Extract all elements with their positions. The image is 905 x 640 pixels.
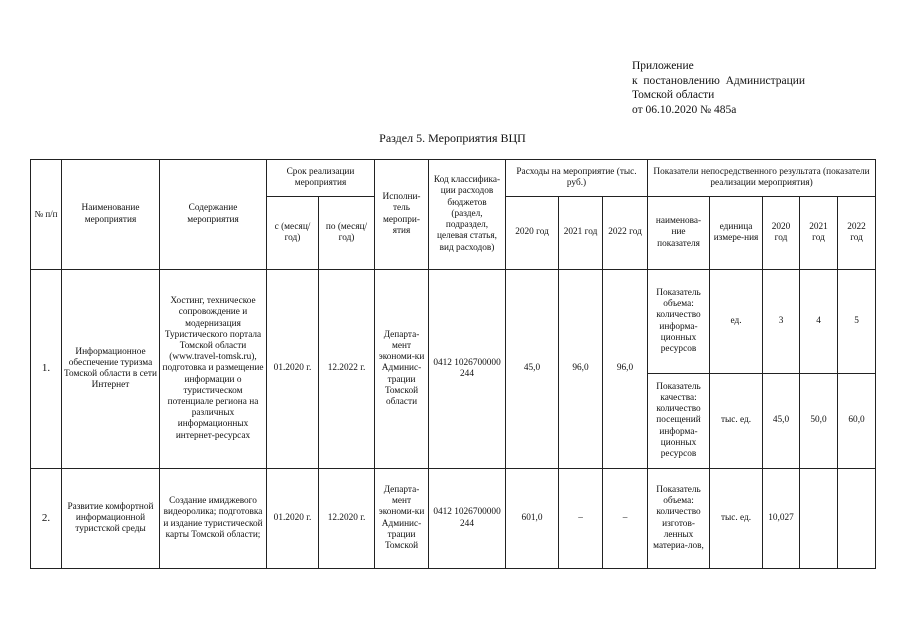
section-title: Раздел 5. Мероприятия ВЦП [379, 131, 526, 145]
header-expenses: Расходы на мероприятие (тыс. руб.) [506, 160, 648, 197]
header-indicators: Показатели непосредственного результата (показатели реализации мероприятия) [648, 160, 876, 197]
executor: Департа-мент экономи-ки Админис-трации Томской области [375, 270, 429, 469]
appendix-line: к постановлению Администрации [632, 74, 806, 87]
indicator-2020: 45,0 [763, 374, 800, 469]
indicator-2021 [800, 469, 838, 569]
appendix-block [632, 59, 805, 117]
measures-table [30, 159, 876, 569]
header-indicator-name: наименова-ние показателя [648, 197, 710, 270]
measure-content: Хостинг, техническое сопровождение и модернизация Туристического портала Томской области (www.travel-tomsk.ru), подготовка и размещение информации о туристическом потенциале региона на различных информационных интернет-ресурсах [160, 270, 267, 469]
header-year-2022: 2022 год [603, 197, 648, 270]
table-row [31, 270, 876, 374]
measure-name: Информационное обеспечение туризма Томской области в сети Интернет [62, 270, 160, 469]
indicator-name: Показатель объема: количество информа-ционных ресурсов [648, 270, 710, 374]
indicator-2020: 3 [763, 270, 800, 374]
expense-2021: – [559, 469, 603, 569]
header-year-2021: 2021 год [559, 197, 603, 270]
header-period-from: с (месяц/ год) [267, 197, 319, 270]
row-number: 1. [31, 270, 62, 469]
header-executor: Исполни-тель меропри-ятия [375, 160, 429, 270]
header-name: Наименование мероприятия [62, 160, 160, 270]
header-num: № п/п [31, 160, 62, 270]
indicator-2022 [838, 469, 876, 569]
indicator-name: Показатель объема: количество изготов-ленных материа-лов, [648, 469, 710, 569]
header-content: Содержание мероприятия [160, 160, 267, 270]
expense-2020: 45,0 [506, 270, 559, 469]
period-to: 12.2022 г. [319, 270, 375, 469]
header-row [31, 160, 876, 197]
executor: Департа-мент экономи-ки Админис-трации Томской [375, 469, 429, 569]
indicator-unit: тыс. ед. [710, 374, 763, 469]
measure-content: Создание имиджевого видеоролика; подготовка и издание туристической карты Томской области; [160, 469, 267, 569]
indicator-unit: тыс. ед. [710, 469, 763, 569]
appendix-line: Приложение [632, 60, 694, 72]
indicator-2022: 5 [838, 270, 876, 374]
indicator-name: Показатель качества: количество посещений информа-ционных ресурсов [648, 374, 710, 469]
header-indicator-2020: 2020 год [763, 197, 800, 270]
indicator-2021: 4 [800, 270, 838, 374]
indicator-2021: 50,0 [800, 374, 838, 469]
table-row [31, 469, 876, 569]
header-period-to: по (месяц/ год) [319, 197, 375, 270]
expense-2021: 96,0 [559, 270, 603, 469]
expense-2022: – [603, 469, 648, 569]
period-from: 01.2020 г. [267, 270, 319, 469]
header-code: Код классифика-ции расходов бюджетов (раздел, подраздел, целевая статья, вид расходов) [429, 160, 506, 270]
indicator-2022: 60,0 [838, 374, 876, 469]
header-indicator-2021: 2021 год [800, 197, 838, 270]
period-to: 12.2020 г. [319, 469, 375, 569]
indicator-unit: ед. [710, 270, 763, 374]
period-from: 01.2020 г. [267, 469, 319, 569]
expense-2022: 96,0 [603, 270, 648, 469]
expense-2020: 601,0 [506, 469, 559, 569]
header-period: Срок реализации мероприятия [267, 160, 375, 197]
indicator-2020: 10,027 [763, 469, 800, 569]
header-indicator-2022: 2022 год [838, 197, 876, 270]
header-indicator-unit: единица измере-ния [710, 197, 763, 270]
appendix-line: Томской области [632, 89, 715, 101]
budget-code: 0412 1026700000 244 [429, 270, 506, 469]
header-year-2020: 2020 год [506, 197, 559, 270]
row-number: 2. [31, 469, 62, 569]
budget-code: 0412 1026700000 244 [429, 469, 506, 569]
measure-name: Развитие комфортной информационной туристской среды [62, 469, 160, 569]
appendix-line: от 06.10.2020 № 485а [632, 103, 737, 116]
